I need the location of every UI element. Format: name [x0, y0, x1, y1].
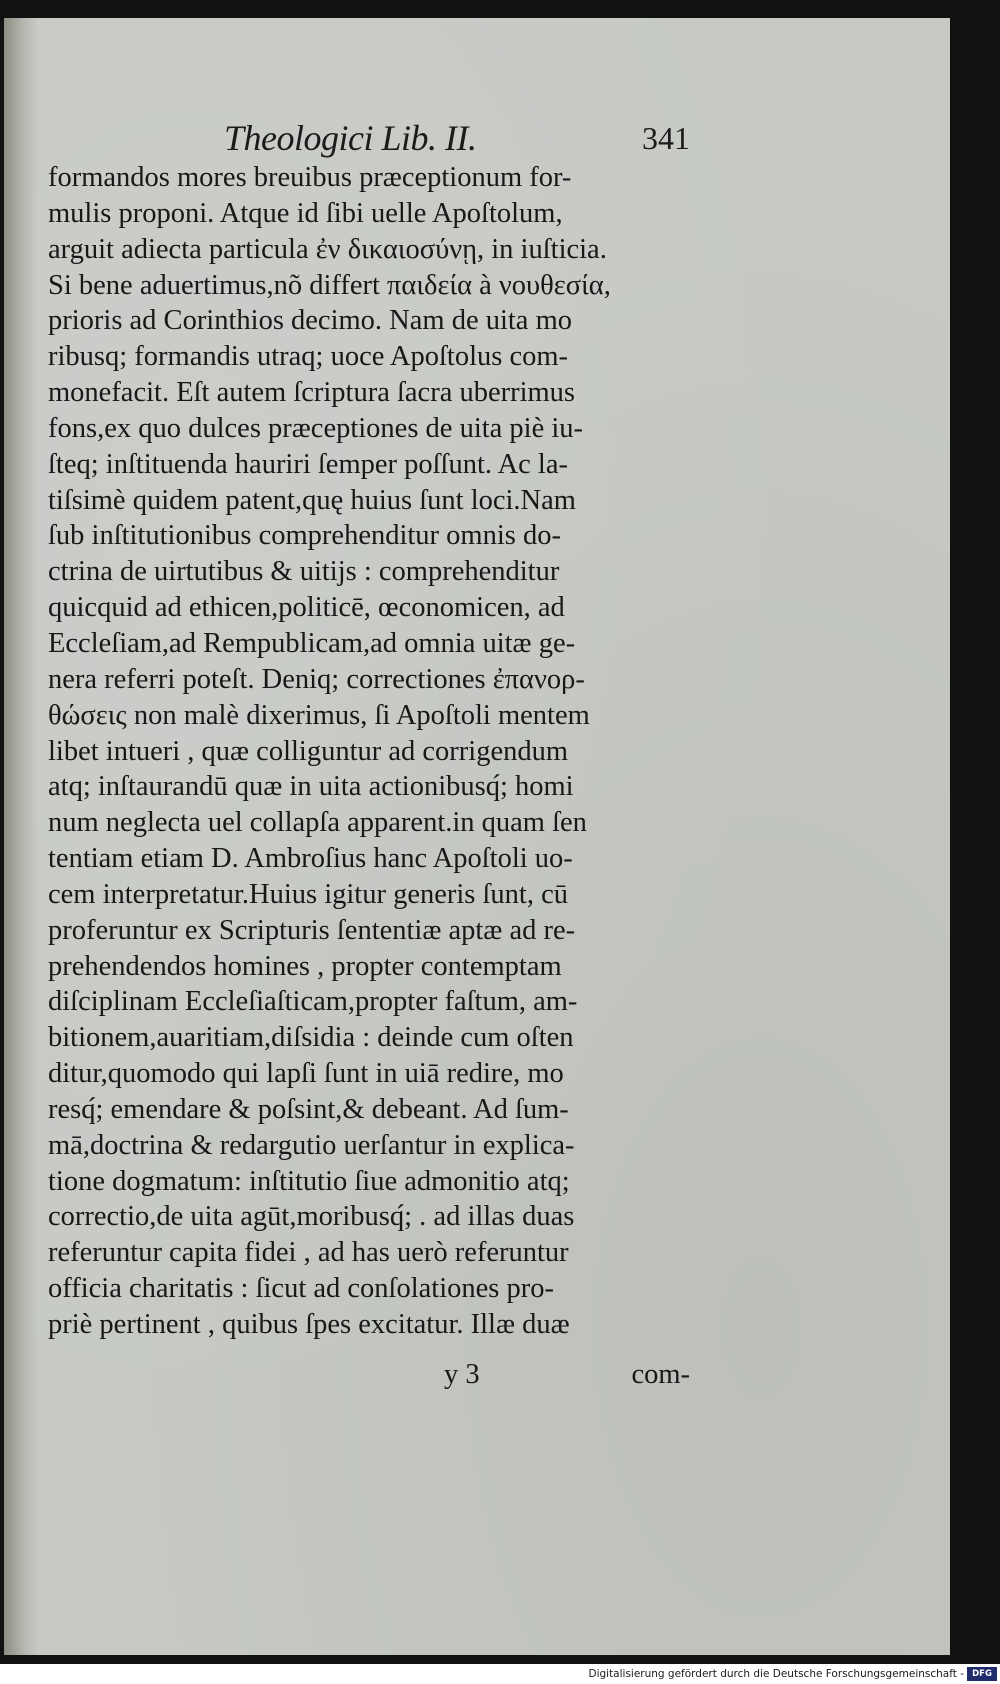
text-line: quicquid ad ethicen,politicē, œconomicen, ad — [48, 592, 565, 624]
text-line: officia charitatis : ſicut ad conſolationes pro- — [48, 1273, 554, 1305]
running-title: Theologici Lib. II. — [224, 118, 477, 158]
text-line: ctrina de uirtutibus & uitijs : comprehenditur — [48, 556, 560, 588]
text-line: tiſsimè quidem patent,quę huius ſunt loci.Nam — [48, 484, 576, 516]
dfg-logo: DFG — [967, 1667, 997, 1681]
text-line: ſteq; inſtituenda hauriri ſemper poſſunt. Ac la- — [48, 448, 568, 480]
text-line: Eccleſiam,ad Rempublicam,ad omnia uitæ ge- — [48, 627, 576, 659]
page-gutter-shadow — [4, 18, 38, 1655]
scan-credit-bar — [0, 1664, 1000, 1684]
body-text — [48, 160, 690, 1343]
text-line: monefacit. Eſt autem ſcriptura ſacra uberrimus — [48, 377, 576, 409]
book-page — [4, 18, 950, 1655]
text-line: priè pertinent , quibus ſpes excitatur. Illæ duæ — [48, 1309, 570, 1340]
text-line: referuntur capita fidei , ad has uerò referuntur — [48, 1237, 569, 1269]
text-line: mā,doctrina & redargutio uerſantur in explica- — [48, 1129, 575, 1161]
text-line: proferuntur ex Scripturis ſententiæ aptæ ad re- — [48, 914, 576, 946]
text-line: atq; inſtaurandū quæ in uita actionibusq́; homi — [48, 771, 574, 803]
text-line: arguit adiecta particula ἐν δικαιοσύνῃ, in iuſticia. — [48, 233, 607, 265]
text-line: resq́; emendare & poſsint,& debeant. Ad ſum- — [48, 1093, 569, 1125]
text-line: fons,ex quo dulces præceptiones de uita piè iu- — [48, 412, 584, 444]
text-line: θώσεις non malè dixerimus, ſi Apoſtoli mentem — [48, 699, 590, 731]
text-line: mulis proponi. Atque id ſibi uelle Apoſtolum, — [48, 197, 563, 229]
text-line: ribusq; formandis utraq; uoce Apoſtolus com- — [48, 341, 569, 373]
page-number: 341 — [642, 120, 690, 156]
signature-mark: y 3 — [444, 1359, 480, 1390]
page-header — [224, 115, 690, 163]
text-line: prioris ad Corinthios decimo. Nam de uita mo — [48, 305, 572, 337]
page-footer — [444, 1355, 690, 1395]
text-line: tentiam etiam D. Ambroſius hanc Apoſtoli uo- — [48, 843, 573, 875]
text-line: ſub inſtitutionibus comprehenditur omnis do- — [48, 520, 561, 552]
catchword: com- — [631, 1359, 690, 1390]
text-line: prehendendos homines , propter contemptam — [48, 950, 562, 982]
text-line: num neglecta uel collapſa apparent.in quam ſen — [48, 807, 587, 839]
text-line: formandos mores breuibus præceptionum for- — [48, 162, 572, 193]
text-line: correctio,de uita agūt,moribusq́; . ad illas duas — [48, 1201, 575, 1233]
text-line: nera referri poteſt. Deniq; correctiones ἐπανορ- — [48, 663, 585, 695]
text-line: ditur,quomodo qui lapſi ſunt in uiā redire, mo — [48, 1058, 564, 1090]
text-line: tione dogmatum: inſtitutio ſiue admonitio atq; — [48, 1165, 570, 1197]
text-line: libet intueri , quæ colliguntur ad corrigendum — [48, 735, 569, 767]
text-line: cem interpretatur.Huius igitur generis ſunt, cū — [48, 878, 568, 910]
text-line: Si bene aduertimus,nõ differt παιδεία à νουθεσία, — [48, 269, 611, 301]
scan-credit-text: Digitalisierung gefördert durch die Deutsche Forschungsgemeinschaft - — [588, 1668, 964, 1680]
text-line: bitionem,auaritiam,diſsidia : deinde cum oſten — [48, 1022, 574, 1054]
text-line: diſciplinam Eccleſiaſticam,propter faſtum, am- — [48, 986, 578, 1018]
